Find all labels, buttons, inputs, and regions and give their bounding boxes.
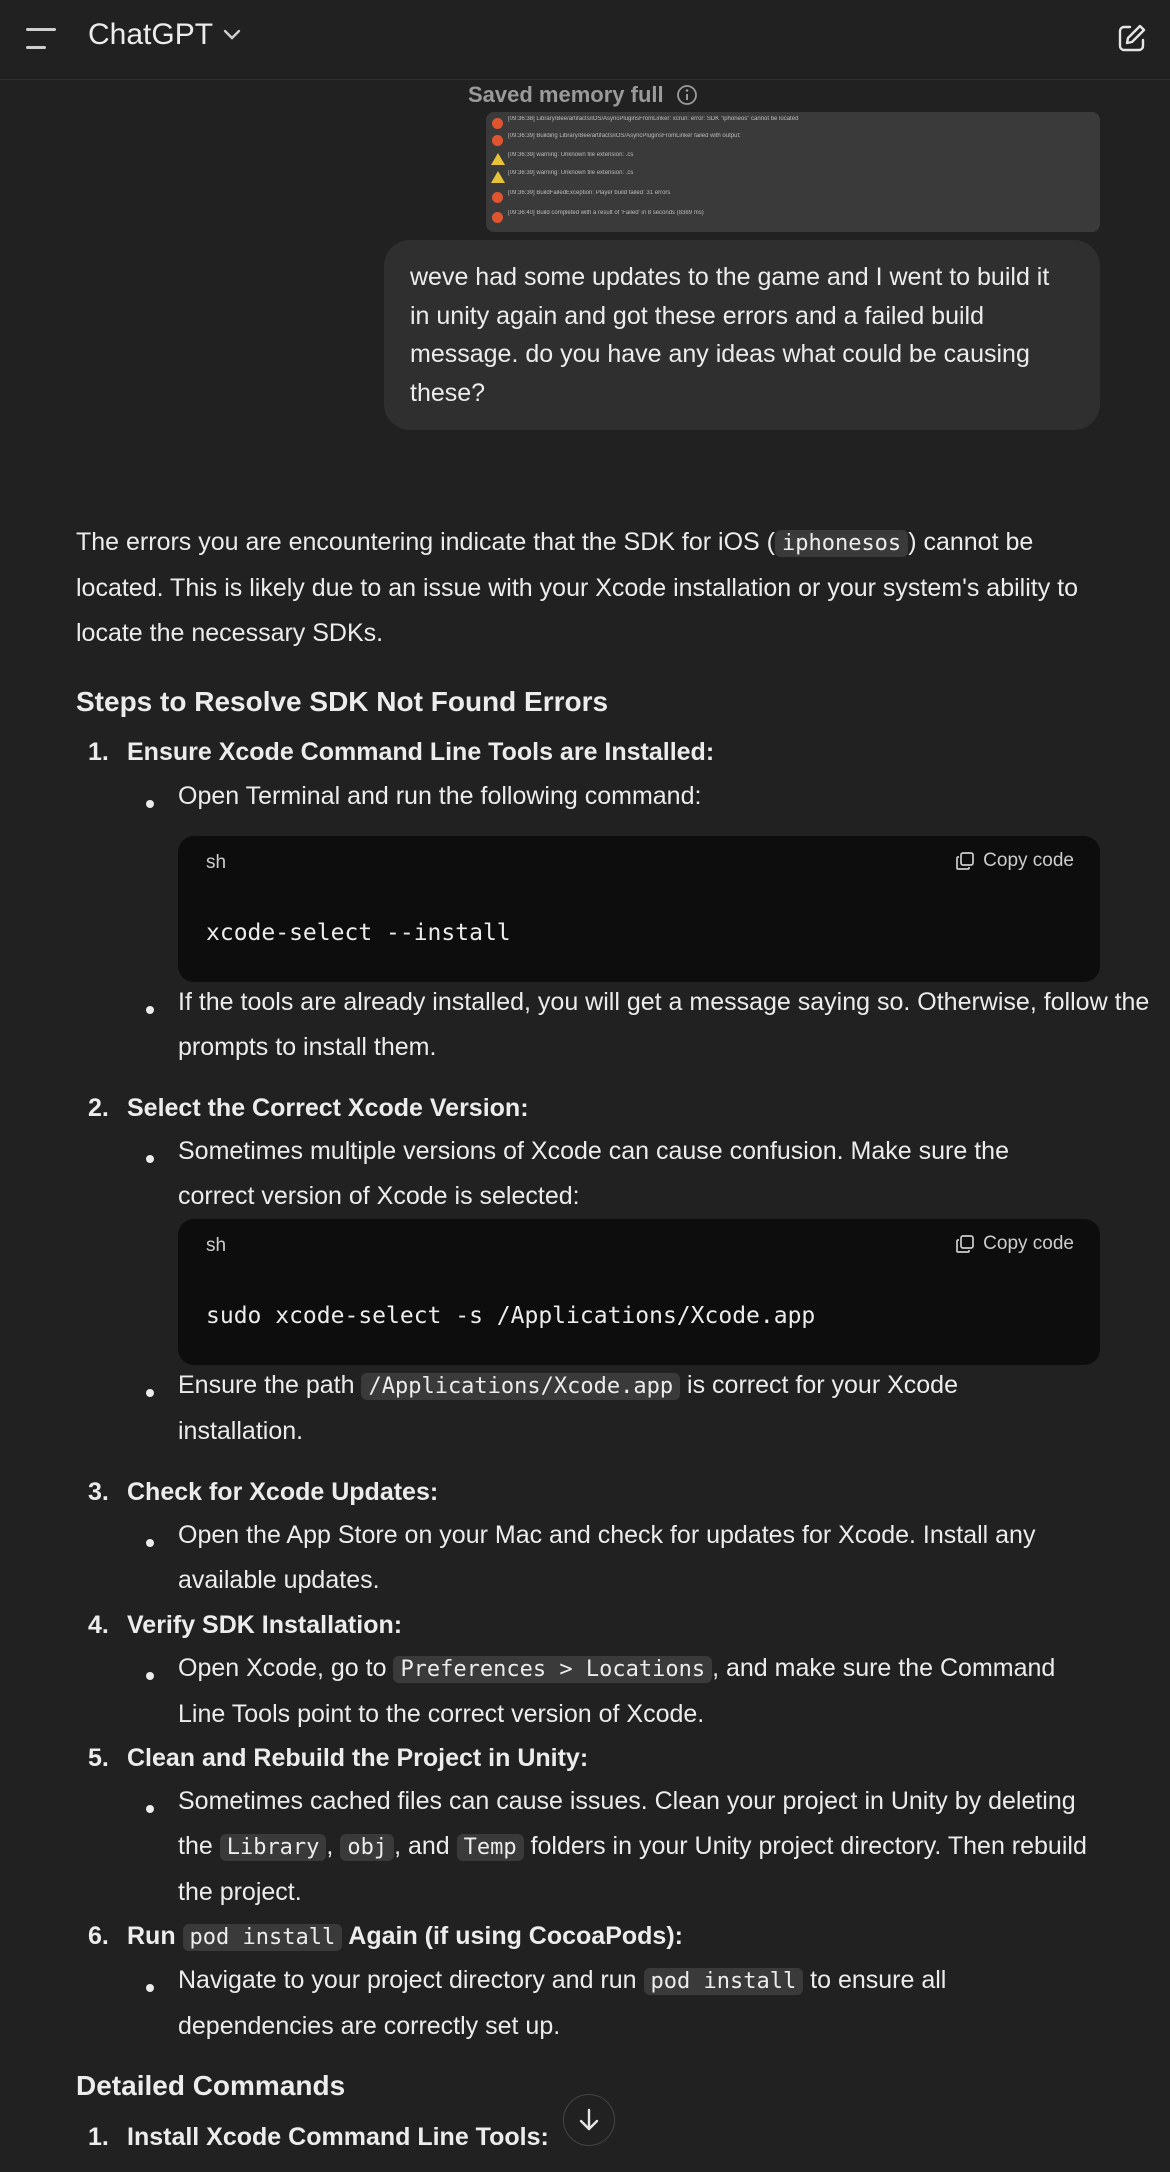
step-title: Clean and Rebuild the Project in Unity: <box>127 1744 589 1772</box>
log-row: [09:36:39] BuildFailedException: Player build failed: 31 errors <box>486 190 1100 205</box>
code-block <box>178 836 1100 982</box>
inline-code: pod install <box>183 1924 343 1951</box>
step-number: 3. <box>88 1478 109 1506</box>
bullet-dot <box>146 1155 154 1163</box>
intro-paragraph: The errors you are encountering indicate that the SDK for iOS ( iphonesos ) cannot be located. This is likely due to an issue with your Xcode installation or your system's ability to locate the necessary SDKs. <box>76 528 1079 647</box>
step-text: Navigate to your project directory and run pod install to ensure all dependencies are correctly set up. <box>178 1966 947 2040</box>
step-number: 5. <box>88 1744 109 1772</box>
step-number: 1. <box>88 738 109 766</box>
bullet-dot <box>146 1389 154 1397</box>
step-title: Verify SDK Installation: <box>127 1611 403 1639</box>
log-row: [09:36:40] Build completed with a result of 'Failed' in 8 seconds (8389 ms) <box>486 210 1100 225</box>
bullet-dot <box>146 1006 154 1014</box>
edit-icon[interactable] <box>1116 22 1148 54</box>
step-text: Ensure the path /Applications/Xcode.app is correct for your Xcode installation. <box>178 1371 958 1445</box>
inline-code: /Applications/Xcode.app <box>361 1373 680 1400</box>
top-bar <box>0 0 1170 80</box>
inline-code: Library <box>220 1834 327 1861</box>
log-row: [09:36:39] warning: Unknown file extension: .cs <box>486 170 1100 185</box>
bullet-dot <box>146 1539 154 1547</box>
bullet-dot <box>146 1672 154 1680</box>
code-language: sh <box>206 1235 227 1256</box>
step-number: 6. <box>88 1922 109 1950</box>
log-row: [09:36:39] Building Library/Bee/artifacts/iOS/AsyncPluginsFromLinker failed with output: <box>486 133 1100 148</box>
step-title: Install Xcode Command Line Tools: <box>127 2123 549 2151</box>
saved-memory-notice[interactable] <box>468 80 698 110</box>
code-block <box>178 1219 1100 1365</box>
copy-icon <box>955 851 975 871</box>
inline-code: Temp <box>457 1834 524 1861</box>
code-language: sh <box>206 852 227 873</box>
step-title: Check for Xcode Updates: <box>127 1478 439 1506</box>
step-title: Ensure Xcode Command Line Tools are Installed: <box>127 738 715 766</box>
model-selector[interactable] <box>88 18 241 52</box>
saved-memory-label: Saved memory full <box>468 82 664 107</box>
log-row: [09:36:39] warning: Unknown file extension: .cs <box>486 152 1100 167</box>
inline-code: iphonesos <box>775 530 908 557</box>
step-number: 4. <box>88 1611 109 1639</box>
hamburger-icon[interactable] <box>26 26 60 54</box>
inline-code: Preferences > Locations <box>393 1656 712 1683</box>
step-title: Select the Correct Xcode Version: <box>127 1094 529 1122</box>
attached-screenshot[interactable] <box>486 112 1100 232</box>
bullet-dot <box>146 1805 154 1813</box>
arrow-down-icon <box>577 2107 601 2133</box>
step-text: Sometimes cached files can cause issues. Clean your project in Unity by deleting the Library , obj , and Temp folders in your Unity project directory. Then rebuild the project. <box>178 1787 1087 1906</box>
inline-code: pod install <box>644 1968 804 1995</box>
step-text: Open the App Store on your Mac and check for updates for Xcode. Install any available updates. <box>178 1521 1036 1594</box>
step-title: Run pod install Again (if using CocoaPods): <box>127 1922 683 1950</box>
step-number: 1. <box>88 2123 109 2151</box>
info-icon <box>676 84 698 106</box>
code-text: sudo xcode-select -s /Applications/Xcode.app <box>206 1303 816 1329</box>
bullet-dot <box>146 1984 154 1992</box>
section-heading: Detailed Commands <box>76 2070 346 2101</box>
app-title: ChatGPT <box>88 18 214 51</box>
log-row: [09:36:38] Library/Bee/artifacts/iOS/AsyncPluginsFromLinker: xcrun: error: SDK "iphoneos" cannot be located <box>486 116 1100 131</box>
step-text: If the tools are already installed, you will get a message saying so. Otherwise, follow the prompts to install them. <box>178 988 1150 1061</box>
section-heading: Steps to Resolve SDK Not Found Errors <box>76 686 609 717</box>
user-message: weve had some updates to the game and I went to build it in unity again and got these errors and a failed build message. do you have any ideas what could be causing these? <box>384 240 1100 430</box>
bullet-dot <box>146 800 154 808</box>
copy-icon <box>955 1234 975 1254</box>
copy-code-button[interactable]: Copy code <box>955 1233 1074 1255</box>
step-number: 2. <box>88 1094 109 1122</box>
step-text: Open Xcode, go to Preferences > Locations , and make sure the Command Line Tools point to the correct version of Xcode. <box>178 1654 1056 1728</box>
step-text: Open Terminal and run the following command: <box>178 782 702 810</box>
inline-code: obj <box>340 1834 394 1861</box>
chevron-down-icon <box>223 29 241 41</box>
scroll-to-bottom-button[interactable] <box>563 2094 615 2146</box>
copy-code-button[interactable]: Copy code <box>955 850 1074 872</box>
step-text: Sometimes multiple versions of Xcode can cause confusion. Make sure the correct version of Xcode is selected: <box>178 1137 1009 1210</box>
code-text: xcode-select --install <box>206 920 511 946</box>
